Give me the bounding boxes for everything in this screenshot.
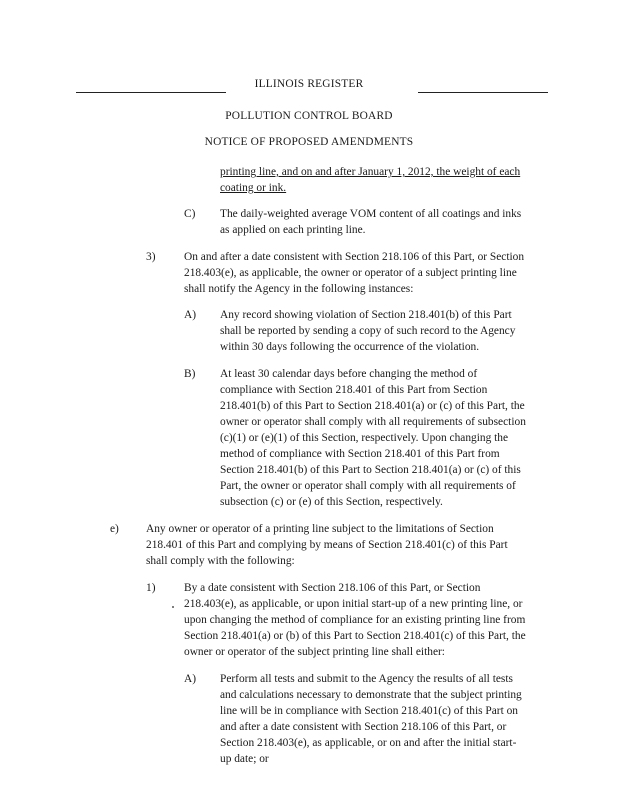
item-3-line: 218.403(e), as applicable, the owner or operator of a subject printing line xyxy=(184,267,517,279)
item-3b-line: Section 218.401(b) of this Part to Section 218.401(a) or (c) of this xyxy=(220,464,521,476)
item-e1-line: upon changing the method of compliance for an existing printing line from xyxy=(184,614,526,626)
item-e-label: e) xyxy=(110,523,119,535)
item-3b-line: subsection (c) or (e) of this Section, respectively. xyxy=(220,496,443,508)
item-c-line: as applied on each printing line. xyxy=(220,224,366,236)
item-e1a-line: and calculations necessary to demonstrate that the subject printing xyxy=(220,689,522,701)
item-e1-label: 1) xyxy=(146,582,156,594)
item-3a-line: Any record showing violation of Section 218.401(b) of this Part xyxy=(220,309,512,321)
notice-title: NOTICE OF PROPOSED AMENDMENTS xyxy=(204,136,414,148)
item-3a-line: within 30 days following the occurrence of the violation. xyxy=(220,341,480,353)
item-3-line: On and after a date consistent with Section 218.106 of this Part, or Section xyxy=(184,251,525,263)
item-e1-line: Section 218.401(a) or (b) of this Part to Section 218.401(c) of this Part, the xyxy=(184,630,526,642)
item-e1a-line: and after a date consistent with Section 218.106 of this Part, or xyxy=(220,721,507,733)
item-3-label: 3) xyxy=(146,251,156,263)
scan-speck xyxy=(172,606,174,608)
header-rule-left xyxy=(76,92,226,93)
register-title: ILLINOIS REGISTER xyxy=(254,78,364,90)
item-e1a-line: Section 218.403(e), as applicable, or on and after the initial start- xyxy=(220,737,517,749)
item-3b-line: owner or operator shall comply with all requirements of subsection xyxy=(220,416,526,428)
item-3b-label: B) xyxy=(184,368,196,380)
item-c-label: C) xyxy=(184,208,196,220)
item-e-line: shall comply with the following: xyxy=(146,555,295,567)
item-e1a-line: Perform all tests and submit to the Agency the results of all tests xyxy=(220,673,513,685)
item-3b-line: At least 30 calendar days before changing the method of xyxy=(220,368,478,380)
item-c-line: The daily-weighted average VOM content of all coatings and inks xyxy=(220,208,522,220)
item-3-line: shall notify the Agency in the following instances: xyxy=(184,283,414,295)
item-3b-line: (c)(1) or (e)(1) of this Section, respectively. Upon changing the xyxy=(220,432,509,444)
item-3b-line: 218.401(b) of this Part to Section 218.401(a) or (c) of this Part, the xyxy=(220,400,525,412)
header-rule-right xyxy=(418,92,548,93)
continuation-line-2: coating or ink. xyxy=(220,182,287,194)
item-3a-label: A) xyxy=(184,309,197,321)
item-e1-line: 218.403(e), as applicable, or upon initial start-up of a new printing line, or xyxy=(184,598,523,610)
item-e1a-line: up date; or xyxy=(220,753,269,765)
item-e1-line: By a date consistent with Section 218.106 of this Part, or Section xyxy=(184,582,481,594)
item-e-line: 218.401 of this Part and complying by means of Section 218.401(c) of this Part xyxy=(146,539,508,551)
item-e1a-label: A) xyxy=(184,673,197,685)
board-name: POLLUTION CONTROL BOARD xyxy=(225,110,393,122)
item-e-line: Any owner or operator of a printing line subject to the limitations of Section xyxy=(146,523,494,535)
item-3b-line: Part, the owner or operator shall comply with all requirements of xyxy=(220,480,516,492)
item-3b-line: method of compliance with Section 218.401 of this Part from xyxy=(220,448,500,460)
item-e1-line: owner or operator of the subject printing line shall either: xyxy=(184,646,445,658)
item-3a-line: shall be reported by sending a copy of such record to the Agency xyxy=(220,325,516,337)
item-e1a-line: line will be in compliance with Section 218.401(c) of this Part on xyxy=(220,705,518,717)
item-3b-line: compliance with Section 218.401 of this Part from Section xyxy=(220,384,488,396)
continuation-line-1: printing line, and on and after January 1, 2012, the weight of each xyxy=(220,166,521,178)
